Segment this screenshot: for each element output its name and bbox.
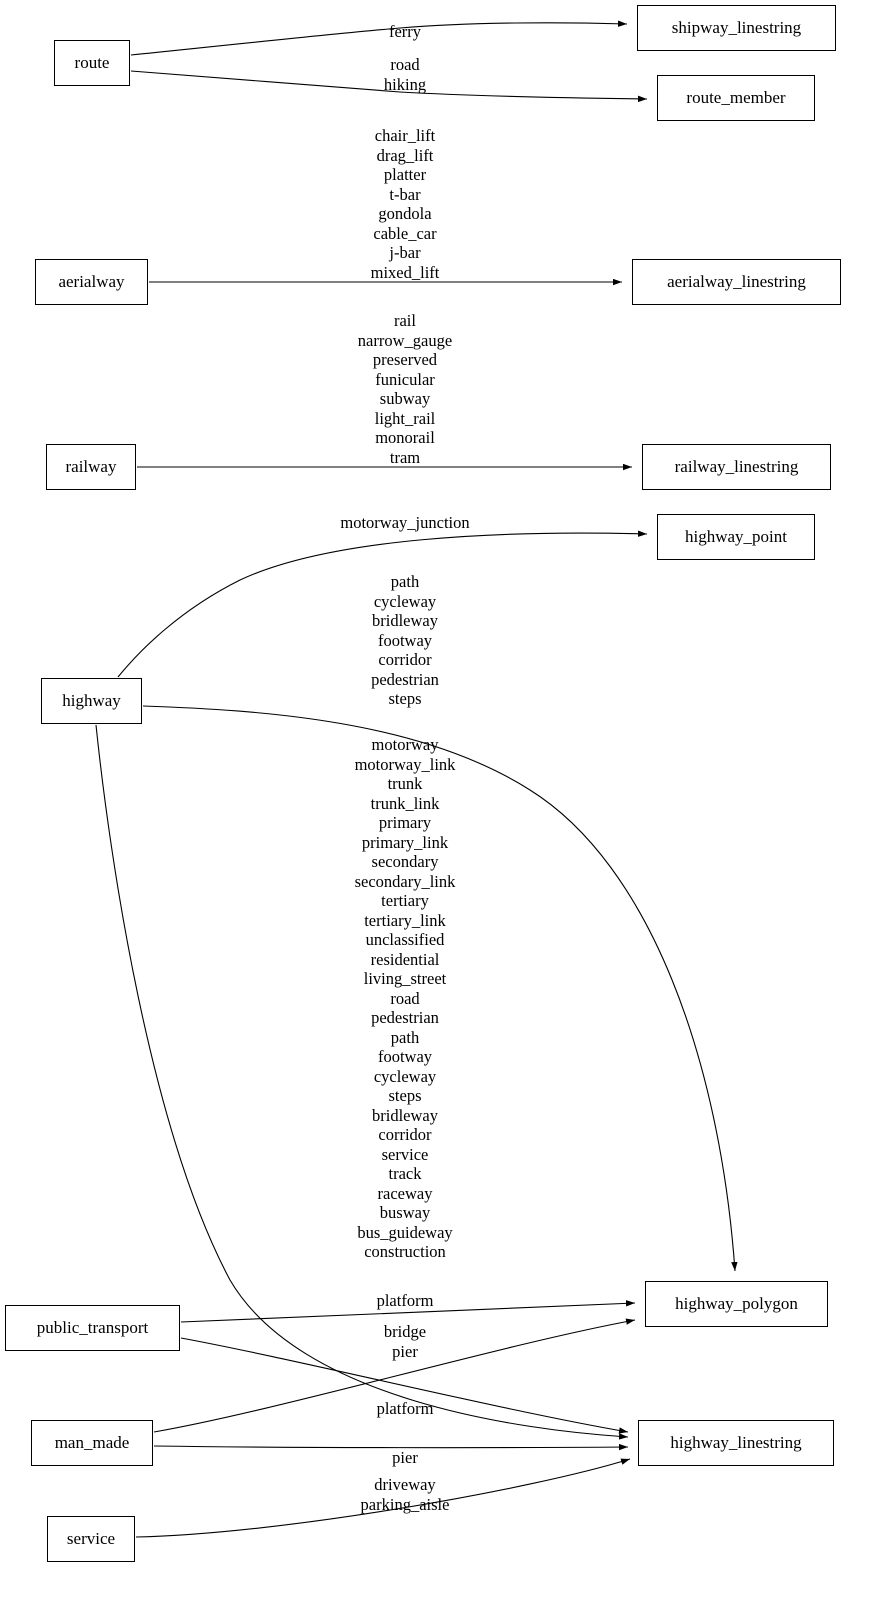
edge-label-line: trunk_link <box>370 793 440 813</box>
node-highway_linestring[interactable] <box>638 1420 834 1466</box>
edge-label-public_transport-to-highway_polygon <box>377 1291 434 1311</box>
edge-label-man_made-to-highway_linestring <box>392 1448 418 1468</box>
edge-label-line: steps <box>388 1086 422 1105</box>
edge-label-line: j-bar <box>389 243 421 262</box>
edge-label-line: secondary_link <box>354 871 456 891</box>
edge-label-line: pedestrian <box>371 1008 439 1027</box>
edge-label-line: service <box>381 1144 429 1164</box>
edge-label-man_made-to-highway_polygon <box>384 1322 426 1361</box>
node-label: route_member <box>686 88 786 107</box>
edge-label-highway-to-highway_point <box>340 513 469 533</box>
edge-label-line: t-bar <box>389 184 421 204</box>
edge-label-line: platform <box>376 1399 434 1418</box>
edge-label-line: corridor <box>378 1125 432 1144</box>
edge-label-route-to-shipway_linestring <box>389 22 421 42</box>
node-label: railway <box>65 457 117 476</box>
edge-label-service-to-highway_linestring <box>361 1475 450 1514</box>
edge-label-line: residential <box>370 949 440 969</box>
edge-label-highway-to-highway_polygon <box>371 572 439 709</box>
node-label: route <box>74 53 110 72</box>
edge-label-line: bridge <box>383 1322 427 1341</box>
edge-label-line: hiking <box>383 74 427 94</box>
node-man_made[interactable] <box>31 1420 153 1466</box>
edge-label-line: ferry <box>388 22 422 41</box>
edge-label-line: secondary <box>371 852 439 871</box>
edge-label-line: motorway <box>371 735 439 754</box>
edge-label-line: motorway_junction <box>340 513 470 532</box>
edge-label-line: path <box>390 1027 420 1047</box>
edge-label-line: track <box>388 1164 422 1183</box>
edge-route-to-shipway_linestring <box>131 23 627 55</box>
edge-label-line: drag_lift <box>376 145 434 165</box>
edge-label-line: cycleway <box>373 591 437 611</box>
node-aerialway[interactable] <box>35 259 148 305</box>
edge-label-public_transport-to-highway_linestring <box>377 1399 434 1419</box>
edge-label-line: steps <box>388 689 422 708</box>
edge-label-line: platform <box>376 1291 434 1310</box>
node-label: highway_linestring <box>670 1433 802 1452</box>
node-label: aerialway <box>58 272 125 291</box>
edge-label-line: path <box>390 572 420 591</box>
edge-label-line: cable_car <box>373 223 437 243</box>
edge-label-line: pier <box>392 1341 418 1361</box>
edge-label-line: road <box>390 55 420 74</box>
node-label: highway <box>62 691 121 710</box>
edge-label-line: construction <box>364 1242 446 1261</box>
edge-label-line: tram <box>389 447 421 467</box>
node-aerialway_linestring[interactable] <box>632 259 841 305</box>
edge-label-line: primary_link <box>361 832 449 852</box>
edge-label-aerialway-to-aerialway_linestring <box>371 126 440 282</box>
edge-label-line: unclassified <box>365 930 445 949</box>
edge-label-line: pedestrian <box>371 669 439 689</box>
edge-label-line: mixed_lift <box>370 262 440 282</box>
edge-label-line: driveway <box>374 1475 436 1494</box>
edge-label-line: bus_guideway <box>357 1222 453 1242</box>
edge-label-line: preserved <box>372 350 438 369</box>
edge-label-line: road <box>390 988 420 1008</box>
edge-label-railway-to-railway_linestring <box>358 311 452 467</box>
edge-label-line: primary <box>378 813 432 832</box>
edge-label-line: rail <box>393 311 416 330</box>
node-railway_linestring[interactable] <box>642 444 831 490</box>
node-railway[interactable] <box>46 444 136 490</box>
edge-label-line: chair_lift <box>374 126 436 145</box>
node-label: man_made <box>54 1433 130 1452</box>
edge-label-line: tertiary <box>381 891 429 910</box>
node-highway_point[interactable] <box>657 514 815 560</box>
node-highway_polygon[interactable] <box>645 1281 828 1327</box>
edge-label-line: monorail <box>375 428 435 447</box>
edge-label-highway-to-highway_linestring <box>355 735 456 1262</box>
node-route[interactable] <box>54 40 130 86</box>
node-label: aerialway_linestring <box>667 272 806 291</box>
edge-label-line: busway <box>379 1203 431 1222</box>
node-route_member[interactable] <box>657 75 815 121</box>
edge-label-line: parking_aisle <box>360 1494 450 1514</box>
edge-label-line: light_rail <box>374 408 436 428</box>
node-label: shipway_linestring <box>671 18 802 37</box>
node-label: highway_polygon <box>675 1294 798 1313</box>
edge-label-line: footway <box>377 1047 433 1066</box>
node-label: highway_point <box>685 527 787 546</box>
node-highway[interactable] <box>41 678 142 724</box>
edge-label-line: trunk <box>387 774 423 793</box>
edge-label-line: gondola <box>378 204 432 223</box>
edge-label-line: subway <box>379 389 431 408</box>
node-public_transport[interactable] <box>5 1305 180 1351</box>
edge-label-line: bridleway <box>372 1105 438 1125</box>
node-label: public_transport <box>36 1318 149 1337</box>
node-label: service <box>66 1529 116 1548</box>
edge-man_made-to-highway_linestring <box>154 1446 628 1448</box>
edge-label-line: cycleway <box>373 1066 437 1086</box>
edge-label-line: footway <box>377 630 433 650</box>
edge-label-line: pier <box>392 1448 418 1467</box>
edge-label-line: funicular <box>375 369 435 389</box>
node-label: railway_linestring <box>674 457 799 476</box>
edge-label-line: corridor <box>378 650 432 669</box>
node-service[interactable] <box>47 1516 135 1562</box>
edge-label-line: tertiary_link <box>364 910 446 930</box>
edge-label-route-to-route_member <box>384 55 426 94</box>
edge-label-line: platter <box>383 165 427 184</box>
edge-label-line: living_street <box>363 969 447 988</box>
edge-label-line: motorway_link <box>354 754 456 774</box>
node-shipway_linestring[interactable] <box>637 5 836 51</box>
edge-label-line: narrow_gauge <box>357 330 453 350</box>
edge-label-line: bridleway <box>372 611 438 630</box>
edge-label-line: raceway <box>377 1183 433 1203</box>
